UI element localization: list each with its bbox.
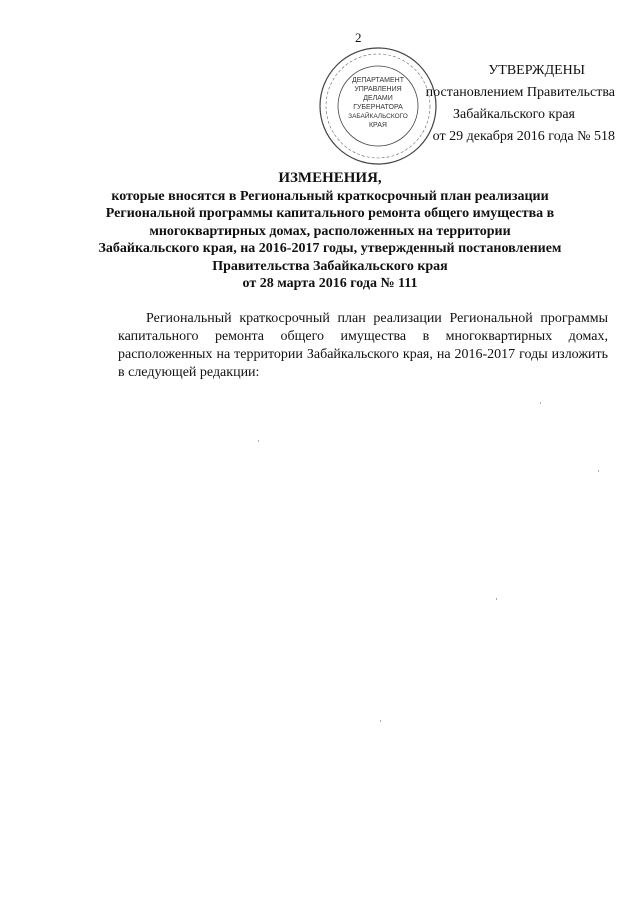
document-title <box>70 170 590 293</box>
title-line: Правительства Забайкальского края <box>212 258 448 274</box>
stamp-line: КРАЯ <box>368 122 388 129</box>
title-line: многоквартирных домах, расположенных на территории <box>149 223 511 239</box>
title-line: от 28 марта 2016 года № 111 <box>242 276 418 291</box>
approval-line: Забайкальского края <box>452 107 575 122</box>
title-line: Региональной программы капитального ремонта общего имущества в <box>105 206 555 221</box>
stamp-line: ДЕЛАМИ <box>363 95 393 102</box>
title-line: Забайкальского края, на 2016-2017 годы, утвержденный постановлением <box>98 241 562 256</box>
body-paragraph: Региональный краткосрочный план реализации Региональной программы капитального ремонта общего имущества в многоквартирных домах, расположенных на территории Забайкальского края, на 2016-2017 годы изложить в следующей редакции: <box>118 311 608 380</box>
approval-title: УТВЕРЖДЕНЫ <box>488 63 585 78</box>
title-heading: ИЗМЕНЕНИЯ, <box>278 170 382 186</box>
scan-speck <box>496 598 497 600</box>
scan-speck <box>380 720 381 722</box>
scan-speck <box>258 440 259 442</box>
title-line: которые вносятся в Региональный краткосрочный план реализации <box>111 188 549 204</box>
scan-speck <box>598 470 599 472</box>
scan-speck <box>540 402 541 404</box>
page-number: 2 <box>355 30 362 45</box>
stamp-line: ГУБЕРНАТОРА <box>353 104 403 111</box>
approval-date: от 29 декабря 2016 года № 518 <box>432 129 615 144</box>
approval-line: постановлением Правительства <box>425 85 615 100</box>
stamp-line: ДЕПАРТАМЕНТ <box>351 77 405 84</box>
stamp-line: УПРАВЛЕНИЯ <box>354 86 402 93</box>
stamp-line: ЗАБАЙКАЛЬСКОГО <box>348 113 408 120</box>
approval-block <box>240 60 615 148</box>
